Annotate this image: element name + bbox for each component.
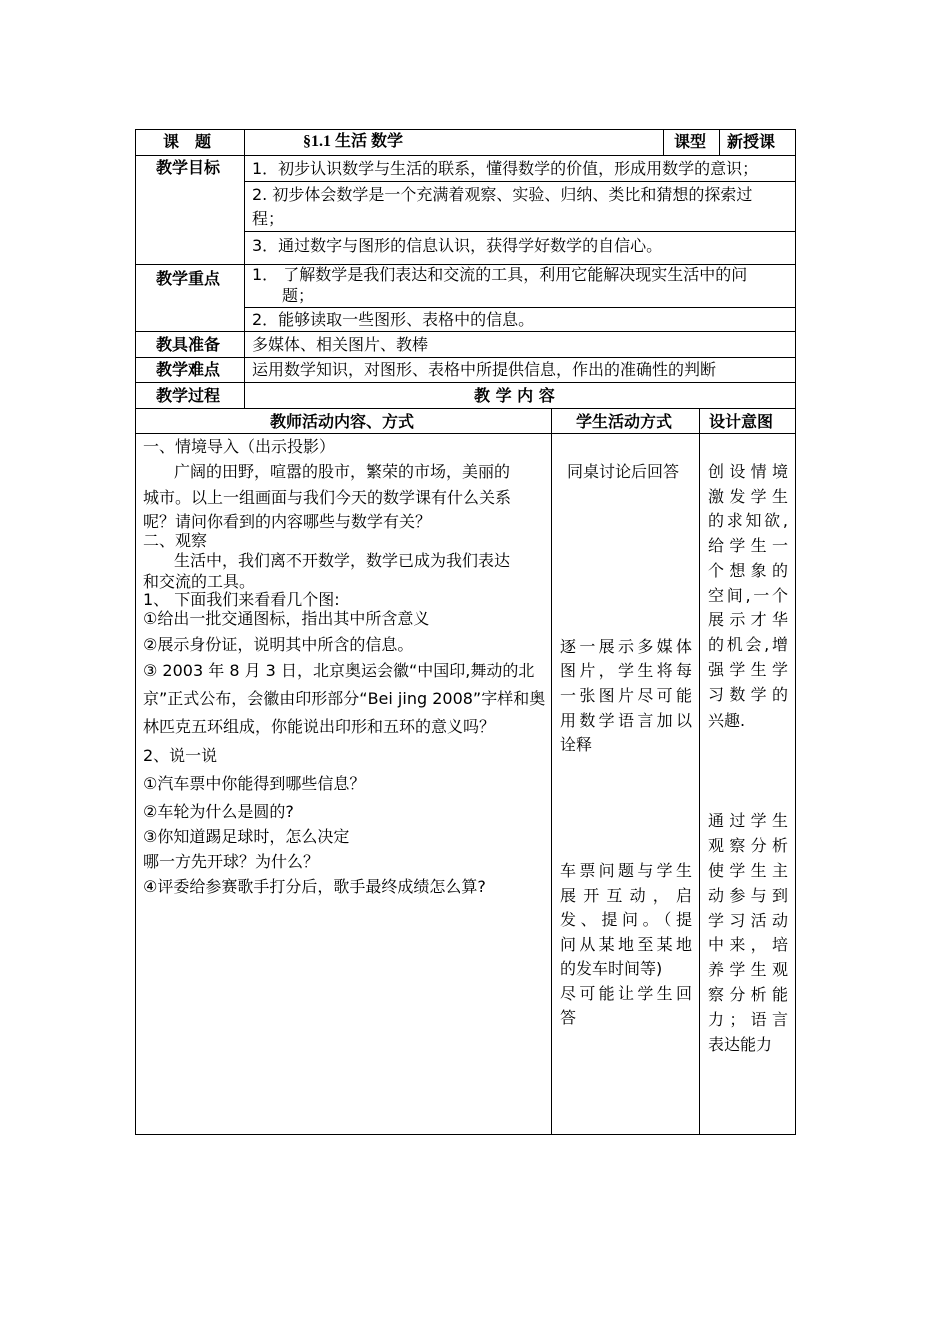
student-line: 尽可能让学生回 (560, 984, 692, 1003)
design-line: 动参与到 (708, 886, 788, 905)
design-line: 察分析能 (708, 985, 788, 1004)
table-border-right (795, 129, 796, 1135)
key-point-item: 题； (282, 286, 315, 305)
objective-item: 程； (252, 209, 285, 228)
design-line: 空间,一个 (708, 586, 788, 605)
design-line: 习数学的 (708, 685, 788, 704)
teacher-line: 一、情境导入（出示投影） (143, 437, 336, 456)
process-value: 教 学 内 容 (474, 386, 555, 405)
table-border-top (135, 129, 796, 130)
process-label: 教学过程 (156, 386, 221, 405)
type-label: 课型 (674, 132, 707, 151)
student-line: 同桌讨论后回答 (567, 462, 680, 481)
design-line: 使学生主 (708, 861, 788, 880)
difficulty-value: 运用数学知识，对图形、表格中所提供信息，作出的准确性的判断 (252, 360, 717, 379)
student-line: 逐一展示多媒体 (560, 637, 692, 656)
row-divider (135, 357, 796, 358)
row-divider (135, 155, 796, 156)
design-line: 的机会,增 (708, 635, 788, 654)
student-line: 的发车时间等) (560, 959, 663, 978)
student-line: 展开互动，启 (560, 886, 692, 905)
teacher-line: 生活中，我们离不开数学，数学已成为我们表达 (174, 551, 511, 570)
design-line: 展示才华 (708, 610, 788, 629)
design-line: 通过学生 (708, 811, 788, 830)
teacher-line: ③你知道踢足球时，怎么决定 (143, 827, 350, 846)
teacher-line: ②车轮为什么是圆的? (143, 802, 294, 821)
design-line: 个想象的 (708, 561, 788, 580)
table-border-bottom (135, 1134, 796, 1135)
design-line: 中来，培 (708, 935, 788, 954)
design-line: 兴趣. (708, 711, 746, 730)
table-border-left (135, 129, 136, 1135)
key-points-label: 教学重点 (156, 269, 221, 288)
objective-item: 1．初步认识数学与生活的联系，懂得数学的价值，形成用数学的意识； (252, 159, 759, 178)
key-point-item: 2．能够读取一些图形、表格中的信息。 (252, 310, 535, 329)
student-column-divider (551, 408, 552, 1135)
design-line: 强学生学 (708, 660, 788, 679)
design-line: 学习活动 (708, 911, 788, 930)
row-divider (135, 408, 796, 409)
design-column-header: 设计意图 (709, 412, 774, 431)
equipment-label: 教具准备 (156, 335, 221, 354)
row-divider (135, 433, 796, 434)
design-line: 给学生一 (708, 536, 788, 555)
teacher-column-header: 教师活动内容、方式 (270, 412, 415, 431)
design-line: 激发学生 (708, 487, 788, 506)
objective-item: 2. 初步体会数学是一个充满着观察、实验、归纳、类比和猜想的探索过 (252, 185, 753, 204)
teacher-line: 2、说一说 (143, 746, 218, 765)
student-line: 车票问题与学生 (560, 861, 692, 880)
student-line: 诠释 (560, 735, 593, 754)
student-line: 答 (560, 1008, 577, 1027)
student-line: 发、提问。（提 (560, 910, 692, 929)
objectives-label: 教学目标 (156, 158, 221, 177)
teacher-line: 京”正式公布，会徽由印形部分“Bei jing 2008”字样和奥 (143, 689, 546, 708)
objective-item: 3．通过数字与图形的信息认识，获得学好数学的自信心。 (252, 236, 663, 255)
student-line: 图片，学生将每 (560, 661, 692, 680)
teacher-line: ③ 2003 年 8 月 3 日，北京奥运会徽“中国印,舞动的北 (143, 661, 535, 680)
design-line: 力；语言 (708, 1010, 788, 1029)
design-line: 创设情境 (708, 462, 788, 481)
student-column-header: 学生活动方式 (576, 412, 673, 431)
teacher-line: 哪一方先开球？为什么？ (143, 852, 320, 871)
topic-label: 课 题 (163, 132, 212, 151)
design-line: 表达能力 (708, 1035, 773, 1054)
student-line: 一张图片尽可能 (560, 686, 692, 705)
design-column-divider (699, 408, 700, 1135)
teacher-line: 城市。以上一组画面与我们今天的数学课有什么关系 (143, 488, 512, 507)
teacher-line: ②展示身份证，说明其中所含的信息。 (143, 635, 414, 654)
teacher-line: 广阔的田野，喧嚣的股市，繁荣的市场，美丽的 (174, 462, 511, 481)
student-line: 用数学语言加以 (560, 711, 692, 730)
row-divider (244, 181, 796, 182)
difficulty-label: 教学难点 (156, 360, 221, 379)
label-column-divider (244, 129, 245, 408)
row-divider (244, 231, 796, 232)
topic-value: §1.1 生活 数学 (303, 133, 404, 150)
equipment-value: 多媒体、相关图片、教棒 (252, 335, 429, 354)
type-value: 新授课 (727, 132, 776, 151)
teacher-line: ①给出一批交通图标，指出其中所含意义 (143, 609, 430, 628)
student-line: 问从某地至某地 (560, 935, 692, 954)
design-line: 观察分析 (708, 836, 788, 855)
teacher-line: 1、 下面我们来看看几个图: (143, 590, 340, 609)
key-point-item: 1． 了解数学是我们表达和交流的工具，利用它能解决现实生活中的问 (252, 265, 748, 284)
teacher-line: 和交流的工具。 (143, 572, 256, 591)
teacher-line: 二、观察 (143, 531, 208, 550)
teacher-line: 林匹克五环组成，你能说出印形和五环的意义吗？ (143, 717, 496, 736)
design-line: 养学生观 (708, 960, 788, 979)
teacher-line: ④评委给参赛歌手打分后，歌手最终成绩怎么算? (143, 877, 486, 896)
design-line: 的求知欲, (708, 511, 788, 530)
row-divider (135, 331, 796, 332)
row-divider (244, 307, 796, 308)
teacher-line: 呢？请问你看到的内容哪些与数学有关？ (143, 512, 432, 531)
type-label-divider (663, 129, 664, 155)
type-value-divider (719, 129, 720, 155)
teacher-line: ①汽车票中你能得到哪些信息？ (143, 774, 366, 793)
row-divider (135, 382, 796, 383)
